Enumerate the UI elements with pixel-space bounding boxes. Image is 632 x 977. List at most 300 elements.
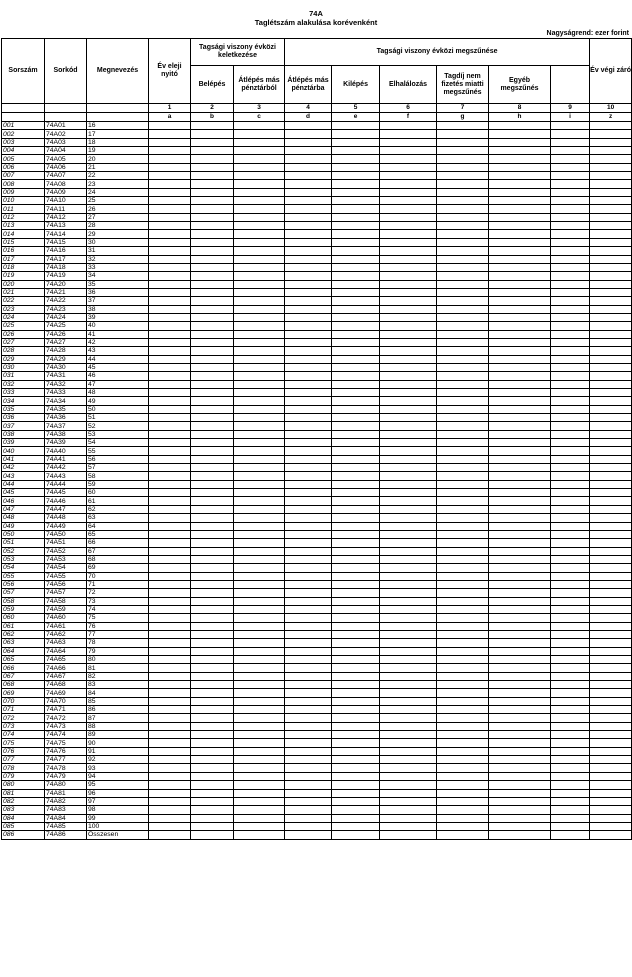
value-cell[interactable] (191, 472, 234, 480)
value-cell[interactable] (437, 797, 489, 805)
value-cell[interactable] (437, 322, 489, 330)
value-cell[interactable] (437, 514, 489, 522)
value-cell[interactable] (437, 489, 489, 497)
value-cell[interactable] (285, 455, 332, 463)
value-cell[interactable] (234, 288, 285, 296)
value-cell[interactable] (191, 539, 234, 547)
value-cell[interactable] (551, 455, 590, 463)
value-cell[interactable] (332, 714, 380, 722)
value-cell[interactable] (380, 797, 437, 805)
value-cell[interactable] (285, 464, 332, 472)
value-cell[interactable] (149, 630, 191, 638)
value-cell[interactable] (285, 363, 332, 371)
value-cell[interactable] (437, 564, 489, 572)
value-cell[interactable] (489, 797, 551, 805)
value-cell[interactable] (149, 489, 191, 497)
value-cell[interactable] (234, 414, 285, 422)
value-cell[interactable] (489, 522, 551, 530)
value-cell[interactable] (285, 472, 332, 480)
value-cell[interactable] (590, 288, 632, 296)
value-cell[interactable] (332, 363, 380, 371)
value-cell[interactable] (437, 464, 489, 472)
value-cell[interactable] (149, 272, 191, 280)
value-cell[interactable] (191, 555, 234, 563)
value-cell[interactable] (380, 197, 437, 205)
value-cell[interactable] (234, 355, 285, 363)
value-cell[interactable] (489, 247, 551, 255)
value-cell[interactable] (149, 422, 191, 430)
value-cell[interactable] (285, 480, 332, 488)
value-cell[interactable] (234, 722, 285, 730)
value-cell[interactable] (234, 272, 285, 280)
value-cell[interactable] (234, 747, 285, 755)
value-cell[interactable] (590, 489, 632, 497)
value-cell[interactable] (234, 230, 285, 238)
value-cell[interactable] (590, 530, 632, 538)
value-cell[interactable] (332, 280, 380, 288)
value-cell[interactable] (380, 605, 437, 613)
value-cell[interactable] (551, 405, 590, 413)
value-cell[interactable] (285, 238, 332, 246)
value-cell[interactable] (191, 163, 234, 171)
value-cell[interactable] (437, 739, 489, 747)
value-cell[interactable] (234, 689, 285, 697)
value-cell[interactable] (149, 338, 191, 346)
value-cell[interactable] (332, 480, 380, 488)
value-cell[interactable] (590, 255, 632, 263)
value-cell[interactable] (437, 163, 489, 171)
value-cell[interactable] (149, 764, 191, 772)
value-cell[interactable] (191, 372, 234, 380)
value-cell[interactable] (332, 247, 380, 255)
value-cell[interactable] (285, 172, 332, 180)
value-cell[interactable] (234, 363, 285, 371)
value-cell[interactable] (332, 213, 380, 221)
value-cell[interactable] (285, 747, 332, 755)
value-cell[interactable] (332, 138, 380, 146)
value-cell[interactable] (489, 555, 551, 563)
value-cell[interactable] (437, 389, 489, 397)
value-cell[interactable] (590, 822, 632, 830)
value-cell[interactable] (234, 580, 285, 588)
value-cell[interactable] (380, 630, 437, 638)
value-cell[interactable] (590, 672, 632, 680)
value-cell[interactable] (551, 464, 590, 472)
value-cell[interactable] (489, 822, 551, 830)
value-cell[interactable] (191, 238, 234, 246)
value-cell[interactable] (234, 222, 285, 230)
value-cell[interactable] (191, 722, 234, 730)
value-cell[interactable] (234, 347, 285, 355)
value-cell[interactable] (149, 455, 191, 463)
value-cell[interactable] (285, 147, 332, 155)
value-cell[interactable] (489, 597, 551, 605)
value-cell[interactable] (437, 455, 489, 463)
value-cell[interactable] (285, 155, 332, 163)
value-cell[interactable] (489, 514, 551, 522)
value-cell[interactable] (489, 322, 551, 330)
value-cell[interactable] (590, 414, 632, 422)
value-cell[interactable] (149, 647, 191, 655)
value-cell[interactable] (380, 397, 437, 405)
value-cell[interactable] (551, 130, 590, 138)
value-cell[interactable] (285, 714, 332, 722)
value-cell[interactable] (489, 706, 551, 714)
value-cell[interactable] (332, 238, 380, 246)
value-cell[interactable] (489, 305, 551, 313)
value-cell[interactable] (437, 664, 489, 672)
value-cell[interactable] (332, 589, 380, 597)
value-cell[interactable] (285, 614, 332, 622)
value-cell[interactable] (234, 197, 285, 205)
value-cell[interactable] (551, 197, 590, 205)
value-cell[interactable] (551, 313, 590, 321)
value-cell[interactable] (437, 639, 489, 647)
value-cell[interactable] (590, 497, 632, 505)
value-cell[interactable] (191, 572, 234, 580)
value-cell[interactable] (191, 764, 234, 772)
value-cell[interactable] (489, 589, 551, 597)
value-cell[interactable] (489, 472, 551, 480)
value-cell[interactable] (191, 280, 234, 288)
value-cell[interactable] (332, 781, 380, 789)
value-cell[interactable] (285, 380, 332, 388)
value-cell[interactable] (149, 697, 191, 705)
value-cell[interactable] (149, 772, 191, 780)
value-cell[interactable] (191, 772, 234, 780)
value-cell[interactable] (551, 355, 590, 363)
value-cell[interactable] (332, 706, 380, 714)
value-cell[interactable] (285, 205, 332, 213)
value-cell[interactable] (437, 155, 489, 163)
value-cell[interactable] (234, 806, 285, 814)
value-cell[interactable] (590, 722, 632, 730)
value-cell[interactable] (332, 831, 380, 839)
value-cell[interactable] (551, 797, 590, 805)
value-cell[interactable] (332, 522, 380, 530)
value-cell[interactable] (234, 681, 285, 689)
value-cell[interactable] (149, 247, 191, 255)
value-cell[interactable] (551, 614, 590, 622)
value-cell[interactable] (234, 697, 285, 705)
value-cell[interactable] (380, 372, 437, 380)
value-cell[interactable] (285, 280, 332, 288)
value-cell[interactable] (551, 605, 590, 613)
value-cell[interactable] (149, 664, 191, 672)
value-cell[interactable] (149, 739, 191, 747)
value-cell[interactable] (380, 389, 437, 397)
value-cell[interactable] (332, 681, 380, 689)
value-cell[interactable] (332, 564, 380, 572)
value-cell[interactable] (191, 589, 234, 597)
value-cell[interactable] (332, 664, 380, 672)
value-cell[interactable] (332, 305, 380, 313)
value-cell[interactable] (332, 772, 380, 780)
value-cell[interactable] (285, 672, 332, 680)
value-cell[interactable] (437, 122, 489, 130)
value-cell[interactable] (590, 714, 632, 722)
value-cell[interactable] (380, 597, 437, 605)
value-cell[interactable] (149, 305, 191, 313)
value-cell[interactable] (234, 505, 285, 513)
value-cell[interactable] (551, 439, 590, 447)
value-cell[interactable] (380, 205, 437, 213)
value-cell[interactable] (551, 656, 590, 664)
value-cell[interactable] (551, 305, 590, 313)
value-cell[interactable] (285, 405, 332, 413)
value-cell[interactable] (489, 764, 551, 772)
value-cell[interactable] (191, 747, 234, 755)
value-cell[interactable] (234, 497, 285, 505)
value-cell[interactable] (332, 597, 380, 605)
value-cell[interactable] (590, 564, 632, 572)
value-cell[interactable] (437, 330, 489, 338)
value-cell[interactable] (332, 255, 380, 263)
value-cell[interactable] (285, 288, 332, 296)
value-cell[interactable] (234, 547, 285, 555)
value-cell[interactable] (234, 656, 285, 664)
value-cell[interactable] (489, 455, 551, 463)
value-cell[interactable] (551, 297, 590, 305)
value-cell[interactable] (234, 831, 285, 839)
value-cell[interactable] (551, 622, 590, 630)
value-cell[interactable] (332, 163, 380, 171)
value-cell[interactable] (590, 355, 632, 363)
value-cell[interactable] (191, 130, 234, 138)
value-cell[interactable] (149, 831, 191, 839)
value-cell[interactable] (551, 489, 590, 497)
value-cell[interactable] (149, 330, 191, 338)
value-cell[interactable] (437, 630, 489, 638)
value-cell[interactable] (590, 681, 632, 689)
value-cell[interactable] (437, 656, 489, 664)
value-cell[interactable] (285, 572, 332, 580)
value-cell[interactable] (332, 739, 380, 747)
value-cell[interactable] (149, 180, 191, 188)
value-cell[interactable] (380, 247, 437, 255)
value-cell[interactable] (551, 814, 590, 822)
value-cell[interactable] (285, 297, 332, 305)
value-cell[interactable] (285, 255, 332, 263)
value-cell[interactable] (234, 238, 285, 246)
value-cell[interactable] (149, 122, 191, 130)
value-cell[interactable] (551, 172, 590, 180)
value-cell[interactable] (590, 447, 632, 455)
value-cell[interactable] (380, 806, 437, 814)
value-cell[interactable] (489, 389, 551, 397)
value-cell[interactable] (191, 439, 234, 447)
value-cell[interactable] (380, 180, 437, 188)
value-cell[interactable] (191, 647, 234, 655)
value-cell[interactable] (489, 731, 551, 739)
value-cell[interactable] (234, 647, 285, 655)
value-cell[interactable] (285, 622, 332, 630)
value-cell[interactable] (332, 455, 380, 463)
value-cell[interactable] (437, 172, 489, 180)
value-cell[interactable] (437, 580, 489, 588)
value-cell[interactable] (590, 731, 632, 739)
value-cell[interactable] (332, 822, 380, 830)
value-cell[interactable] (551, 647, 590, 655)
value-cell[interactable] (191, 147, 234, 155)
value-cell[interactable] (590, 155, 632, 163)
value-cell[interactable] (149, 597, 191, 605)
value-cell[interactable] (285, 330, 332, 338)
value-cell[interactable] (149, 722, 191, 730)
value-cell[interactable] (437, 781, 489, 789)
value-cell[interactable] (380, 639, 437, 647)
value-cell[interactable] (191, 430, 234, 438)
value-cell[interactable] (234, 213, 285, 221)
value-cell[interactable] (191, 489, 234, 497)
value-cell[interactable] (489, 672, 551, 680)
value-cell[interactable] (590, 664, 632, 672)
value-cell[interactable] (191, 522, 234, 530)
value-cell[interactable] (234, 530, 285, 538)
value-cell[interactable] (437, 272, 489, 280)
value-cell[interactable] (285, 505, 332, 513)
value-cell[interactable] (149, 322, 191, 330)
value-cell[interactable] (191, 697, 234, 705)
value-cell[interactable] (149, 163, 191, 171)
value-cell[interactable] (234, 163, 285, 171)
value-cell[interactable] (489, 689, 551, 697)
value-cell[interactable] (489, 205, 551, 213)
value-cell[interactable] (285, 639, 332, 647)
value-cell[interactable] (489, 772, 551, 780)
value-cell[interactable] (590, 380, 632, 388)
value-cell[interactable] (489, 747, 551, 755)
value-cell[interactable] (234, 380, 285, 388)
value-cell[interactable] (489, 180, 551, 188)
value-cell[interactable] (437, 814, 489, 822)
value-cell[interactable] (149, 514, 191, 522)
value-cell[interactable] (489, 605, 551, 613)
value-cell[interactable] (332, 630, 380, 638)
value-cell[interactable] (380, 238, 437, 246)
value-cell[interactable] (590, 697, 632, 705)
value-cell[interactable] (285, 322, 332, 330)
value-cell[interactable] (590, 589, 632, 597)
value-cell[interactable] (285, 580, 332, 588)
value-cell[interactable] (437, 247, 489, 255)
value-cell[interactable] (149, 213, 191, 221)
value-cell[interactable] (489, 380, 551, 388)
value-cell[interactable] (285, 439, 332, 447)
value-cell[interactable] (489, 405, 551, 413)
value-cell[interactable] (489, 614, 551, 622)
value-cell[interactable] (489, 155, 551, 163)
value-cell[interactable] (437, 372, 489, 380)
value-cell[interactable] (285, 597, 332, 605)
value-cell[interactable] (551, 555, 590, 563)
value-cell[interactable] (489, 222, 551, 230)
value-cell[interactable] (590, 238, 632, 246)
value-cell[interactable] (489, 789, 551, 797)
value-cell[interactable] (590, 455, 632, 463)
value-cell[interactable] (332, 447, 380, 455)
value-cell[interactable] (489, 497, 551, 505)
value-cell[interactable] (285, 497, 332, 505)
value-cell[interactable] (551, 739, 590, 747)
value-cell[interactable] (437, 756, 489, 764)
value-cell[interactable] (590, 614, 632, 622)
value-cell[interactable] (437, 188, 489, 196)
value-cell[interactable] (285, 547, 332, 555)
value-cell[interactable] (551, 731, 590, 739)
value-cell[interactable] (234, 522, 285, 530)
value-cell[interactable] (489, 397, 551, 405)
value-cell[interactable] (149, 689, 191, 697)
value-cell[interactable] (437, 547, 489, 555)
value-cell[interactable] (332, 756, 380, 764)
value-cell[interactable] (332, 530, 380, 538)
value-cell[interactable] (590, 405, 632, 413)
value-cell[interactable] (285, 130, 332, 138)
value-cell[interactable] (191, 197, 234, 205)
value-cell[interactable] (191, 706, 234, 714)
value-cell[interactable] (590, 247, 632, 255)
value-cell[interactable] (590, 806, 632, 814)
value-cell[interactable] (551, 706, 590, 714)
value-cell[interactable] (489, 814, 551, 822)
value-cell[interactable] (489, 739, 551, 747)
value-cell[interactable] (590, 480, 632, 488)
value-cell[interactable] (551, 222, 590, 230)
value-cell[interactable] (380, 514, 437, 522)
value-cell[interactable] (191, 205, 234, 213)
value-cell[interactable] (234, 822, 285, 830)
value-cell[interactable] (437, 397, 489, 405)
value-cell[interactable] (551, 272, 590, 280)
value-cell[interactable] (285, 397, 332, 405)
value-cell[interactable] (234, 772, 285, 780)
value-cell[interactable] (590, 230, 632, 238)
value-cell[interactable] (191, 380, 234, 388)
value-cell[interactable] (489, 439, 551, 447)
value-cell[interactable] (380, 422, 437, 430)
value-cell[interactable] (489, 363, 551, 371)
value-cell[interactable] (191, 814, 234, 822)
value-cell[interactable] (332, 414, 380, 422)
value-cell[interactable] (489, 697, 551, 705)
value-cell[interactable] (551, 806, 590, 814)
value-cell[interactable] (332, 330, 380, 338)
value-cell[interactable] (191, 188, 234, 196)
value-cell[interactable] (191, 255, 234, 263)
value-cell[interactable] (191, 338, 234, 346)
value-cell[interactable] (149, 589, 191, 597)
value-cell[interactable] (590, 147, 632, 155)
value-cell[interactable] (380, 497, 437, 505)
value-cell[interactable] (285, 555, 332, 563)
value-cell[interactable] (332, 497, 380, 505)
value-cell[interactable] (380, 430, 437, 438)
value-cell[interactable] (191, 547, 234, 555)
value-cell[interactable] (489, 572, 551, 580)
value-cell[interactable] (551, 514, 590, 522)
value-cell[interactable] (590, 597, 632, 605)
value-cell[interactable] (332, 547, 380, 555)
value-cell[interactable] (191, 180, 234, 188)
value-cell[interactable] (380, 155, 437, 163)
value-cell[interactable] (590, 397, 632, 405)
value-cell[interactable] (437, 622, 489, 630)
value-cell[interactable] (285, 731, 332, 739)
value-cell[interactable] (590, 639, 632, 647)
value-cell[interactable] (149, 138, 191, 146)
value-cell[interactable] (149, 172, 191, 180)
